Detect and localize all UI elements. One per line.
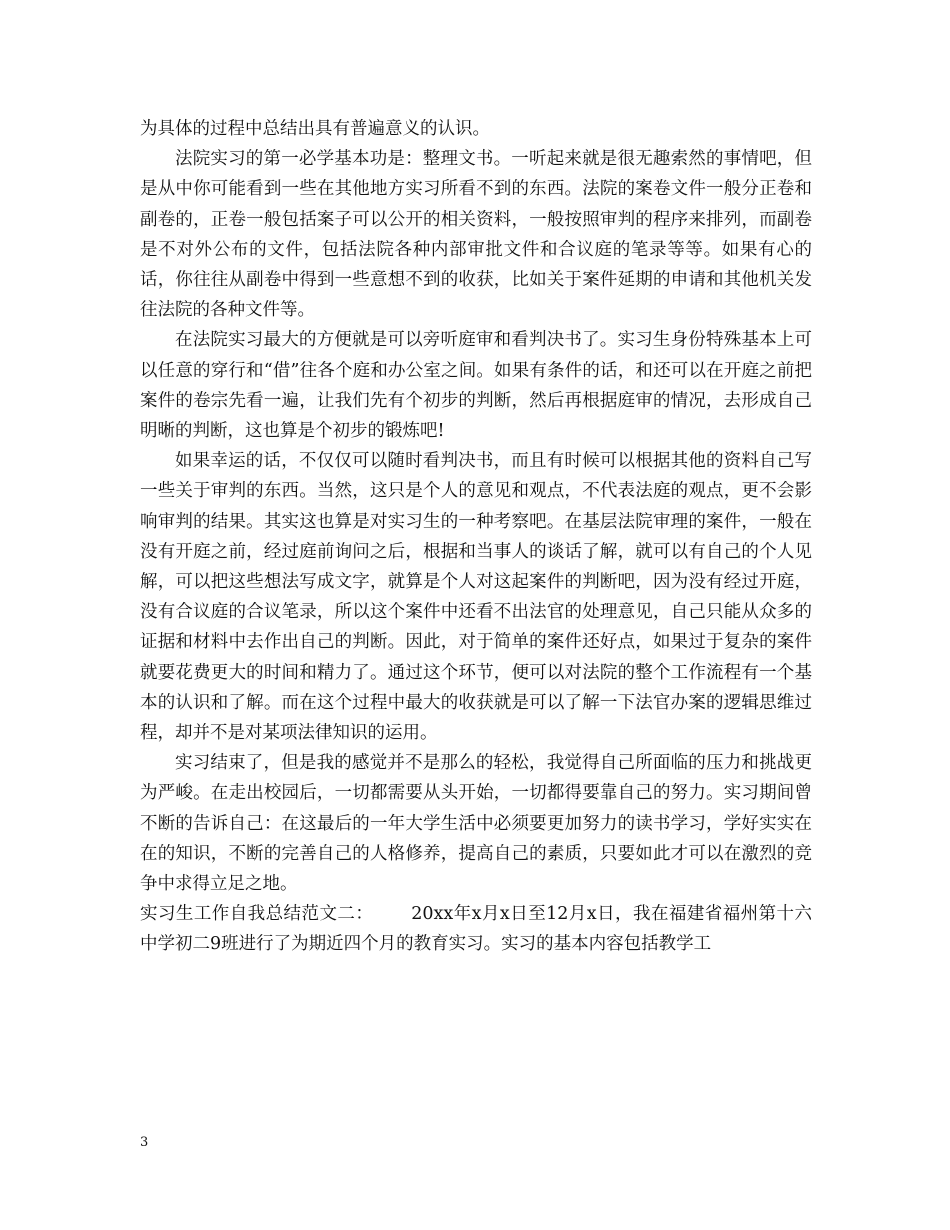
paragraph-2: 法院实习的第一必学基本功是：整理文书。一听起来就是很无趣索然的事情吧，但是从中你可能看到一些在其他地方实习所看不到的东西。法院的案卷文件一般分正卷和副卷的，正卷一般包括案子可以公开的相关资料，一般按照审判的程序来排列，而副卷是不对外公布的文件，包括法院各种内部审批文件和合议庭的笔录等等。如果有心的话，你往往从副卷中得到一些意想不到的收获，比如关于案件延期的申请和其他机关发往法院的各种文件等。 (140, 149, 812, 321)
paragraph-3: 在法院实习最大的方便就是可以旁听庭审和看判决书了。实习生身份特殊基本上可以任意的穿行和“借”往各个庭和办公室之间。如果有条件的话，和还可以在开庭之前把案件的卷宗先看一遍，让我们先有个初步的判断，然后再根据庭审的情况，去形成自己明晰的判断，这也算是个初步的锻炼吧! (140, 330, 812, 442)
page-number: 3 (140, 1135, 149, 1150)
body-text (140, 114, 812, 960)
paragraph-5: 实习结束了，但是我的感觉并不是那么的轻松，我觉得自己所面临的压力和挑战更为严峻。在走出校园后，一切都需要从头开始，一切都得要靠自己的努力。实习期间曾不断的告诉自己：在这最后的一年大学生活中必须要更加努力的读书学习，学好实实在在的知识，不断的完善自己的人格修养，提高自己的素质，只要如此才可以在激烈的竞争中求得立足之地。 (140, 753, 812, 895)
section-text: 20xx年x月x日至12月x日，我在福建省福州第十六中学初二9班进行了为期近四个月的教育实习。实习的基本内容包括教学工 (140, 904, 812, 955)
paragraph-1: 为具体的过程中总结出具有普遍意义的认识。 (140, 119, 490, 139)
section-paragraph (140, 899, 812, 959)
section-heading: 实习生工作自我总结范文二： (140, 904, 374, 925)
paragraph-4: 如果幸运的话，不仅仅可以随时看判决书，而且有时候可以根据其他的资料自己写一些关于审判的东西。当然，这只是个人的意见和观点，不代表法庭的观点，更不会影响审判的结果。其实这也算是对实习生的一种考察吧。在基层法院审理的案件，一般在没有开庭之前，经过庭前询问之后，根据和当事人的谈话了解，就可以有自己的个人见解，可以把这些想法写成文字，就算是个人对这起案件的判断吧，因为没有经过开庭，没有合议庭的合议笔录，所以这个案件中还看不出法官的处理意见，自己只能从众多的证据和材料中去作出自己的判断。因此，对于简单的案件还好点，如果过于复杂的案件就要花费更大的时间和精力了。通过这个环节，便可以对法院的整个工作流程有一个基本的认识和了解。而在这个过程中最大的收获就是可以了解一下法官办案的逻辑思维过程，却并不是对某项法律知识的运用。 (140, 451, 812, 744)
